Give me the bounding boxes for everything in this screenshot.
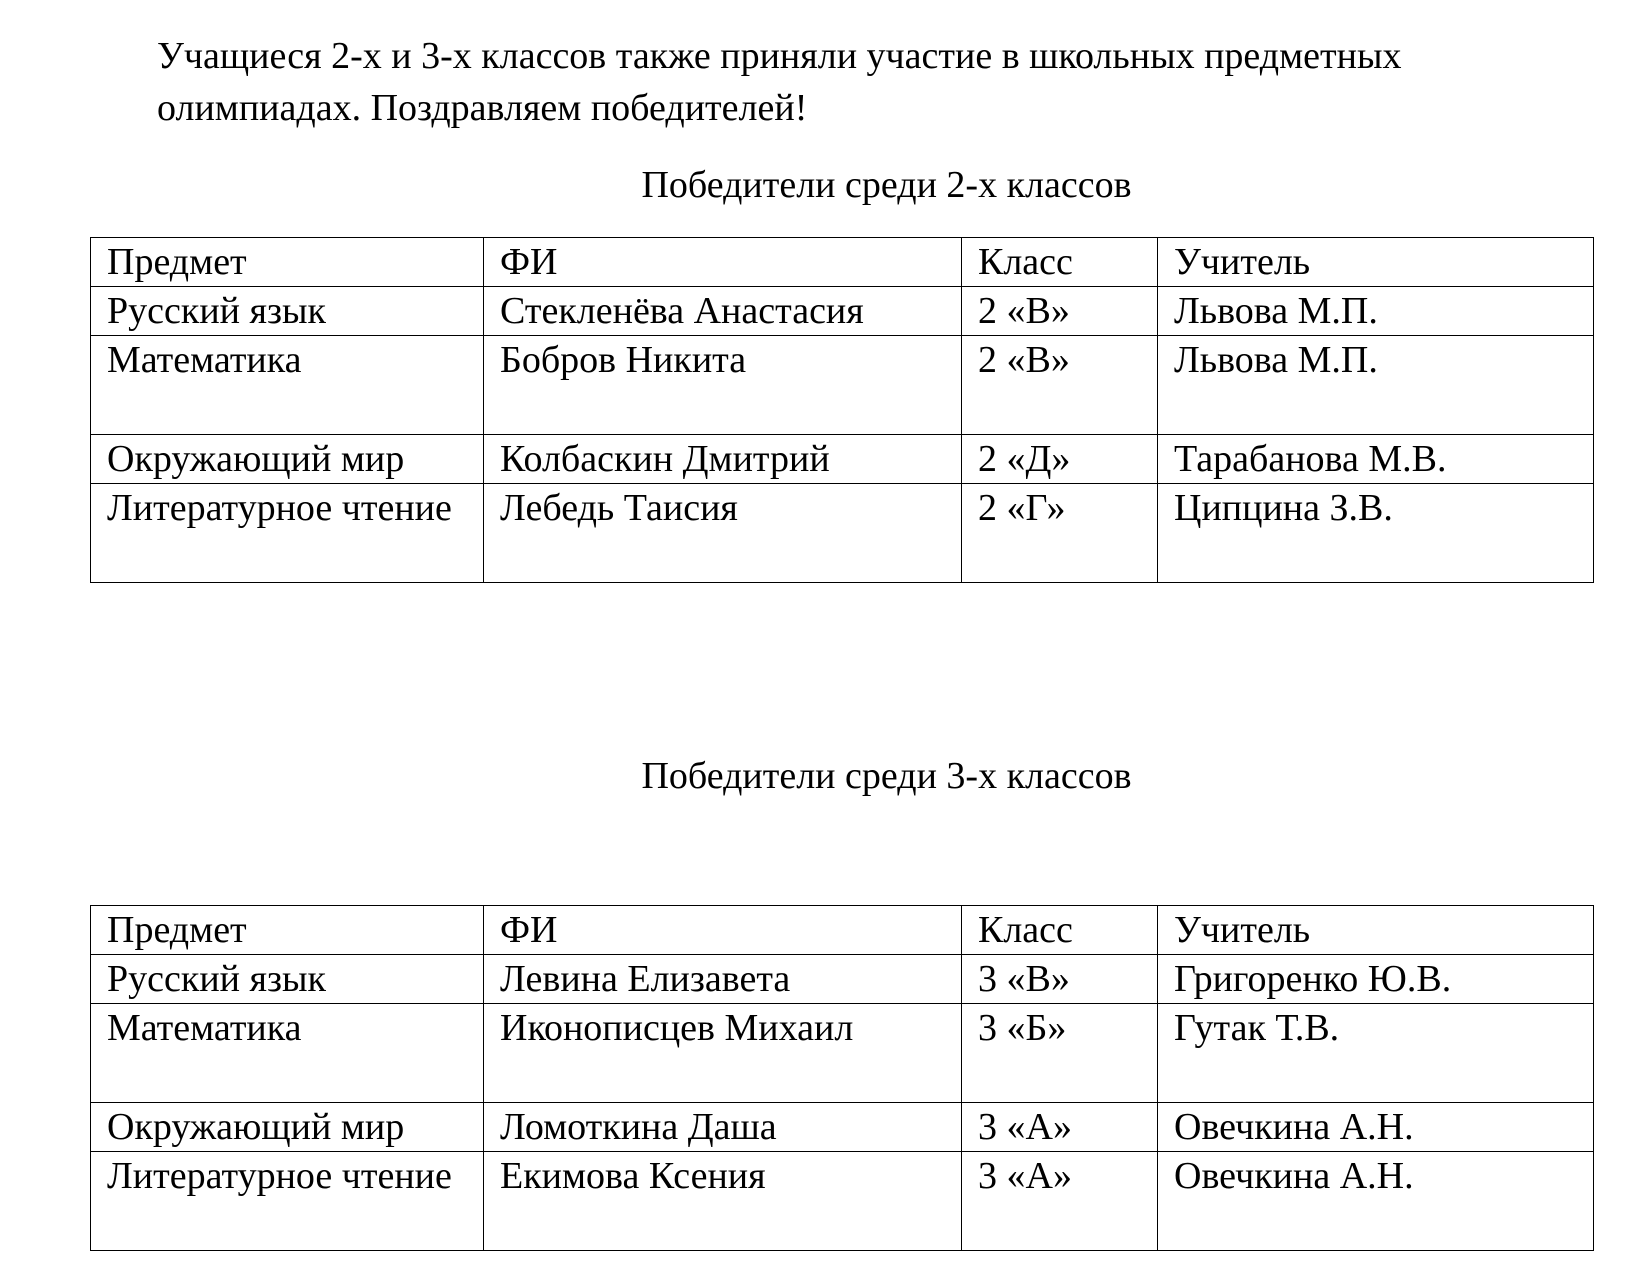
cell-subject: Русский язык xyxy=(91,955,484,1004)
cell-subject: Окружающий мир xyxy=(91,435,484,484)
cell-subject: Математика xyxy=(91,336,484,435)
intro-paragraph: Учащиеся 2-х и 3-х классов также приняли участие в школьных предметных олимпиадах. Поздравляем победителей! xyxy=(157,35,1402,129)
table-row xyxy=(91,435,1594,484)
cell-class: 2 «В» xyxy=(962,336,1158,435)
header-class: Класс xyxy=(962,906,1158,955)
cell-name: Стекленёва Анастасия xyxy=(484,287,962,336)
table-row xyxy=(91,955,1594,1004)
cell-name: Лебедь Таисия xyxy=(484,484,962,583)
header-subject: Предмет xyxy=(91,238,484,287)
cell-name: Иконописцев Михаил xyxy=(484,1004,962,1103)
table-header-row xyxy=(91,238,1594,287)
cell-class: 3 «А» xyxy=(962,1152,1158,1251)
cell-teacher: Тарабанова М.В. xyxy=(1158,435,1594,484)
table-header-row xyxy=(91,906,1594,955)
cell-subject: Математика xyxy=(91,1004,484,1103)
cell-name: Левина Елизавета xyxy=(484,955,962,1004)
header-name: ФИ xyxy=(484,906,962,955)
table-row xyxy=(91,287,1594,336)
cell-name: Бобров Никита xyxy=(484,336,962,435)
cell-class: 3 «В» xyxy=(962,955,1158,1004)
cell-class: 2 «В» xyxy=(962,287,1158,336)
cell-name: Ломоткина Даша xyxy=(484,1103,962,1152)
cell-subject: Окружающий мир xyxy=(91,1103,484,1152)
cell-teacher: Львова М.П. xyxy=(1158,287,1594,336)
cell-class: 2 «Д» xyxy=(962,435,1158,484)
cell-teacher: Львова М.П. xyxy=(1158,336,1594,435)
table-row xyxy=(91,336,1594,435)
cell-teacher: Гутак Т.В. xyxy=(1158,1004,1594,1103)
table-row xyxy=(91,1004,1594,1103)
cell-name: Колбаскин Дмитрий xyxy=(484,435,962,484)
cell-subject: Литературное чтение xyxy=(91,484,484,583)
grade3-caption: Победители среди 3-х классов xyxy=(641,755,1132,797)
cell-class: 3 «А» xyxy=(962,1103,1158,1152)
table-row xyxy=(91,484,1594,583)
cell-teacher: Овечкина А.Н. xyxy=(1158,1103,1594,1152)
header-teacher: Учитель xyxy=(1158,238,1594,287)
header-name: ФИ xyxy=(484,238,962,287)
grade3-winners-table xyxy=(90,905,1594,1251)
cell-teacher: Ципцина З.В. xyxy=(1158,484,1594,583)
grade2-caption: Победители среди 2-х классов xyxy=(641,164,1132,206)
cell-name: Екимова Ксения xyxy=(484,1152,962,1251)
header-class: Класс xyxy=(962,238,1158,287)
cell-subject: Русский язык xyxy=(91,287,484,336)
table-row xyxy=(91,1103,1594,1152)
table-row xyxy=(91,1152,1594,1251)
cell-teacher: Григоренко Ю.В. xyxy=(1158,955,1594,1004)
grade2-winners-table xyxy=(90,237,1594,583)
cell-teacher: Овечкина А.Н. xyxy=(1158,1152,1594,1251)
header-teacher: Учитель xyxy=(1158,906,1594,955)
cell-class: 2 «Г» xyxy=(962,484,1158,583)
cell-subject: Литературное чтение xyxy=(91,1152,484,1251)
cell-class: 3 «Б» xyxy=(962,1004,1158,1103)
header-subject: Предмет xyxy=(91,906,484,955)
